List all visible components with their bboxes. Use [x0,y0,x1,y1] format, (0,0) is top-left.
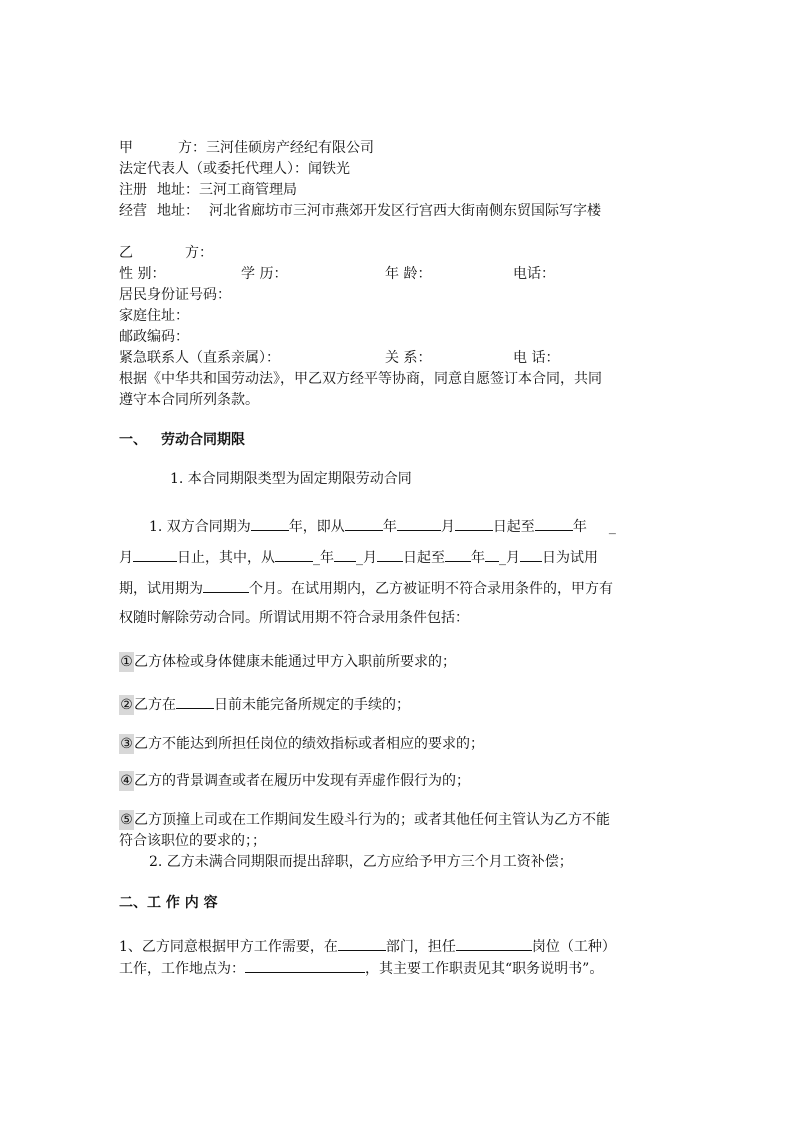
emergency-contact-label: 紧急联系人（直系亲属）： [119,350,280,366]
term-text: 日起至 [403,550,445,566]
work-text: 工作，工作地点为： [119,961,245,977]
blank-deadline-date [176,693,214,709]
term-text: _月 [356,550,377,566]
condition-2-text: 乙方在 [134,697,176,713]
blank-probation-end-day [520,546,542,562]
party-b-label-yi: 乙 [119,245,133,261]
section-1-item-1: 1. 本合同期限类型为固定期限劳动合同 [170,471,412,487]
term-text: 日起至 [492,519,535,535]
condition-4 [119,771,470,791]
blank-end-month [133,546,177,562]
gender-label: 性 别： [119,266,166,282]
legal-rep-line [119,159,350,179]
blank-years [251,515,289,531]
party-b-label-fang: 方： [185,245,213,261]
section-2-heading: 二、工 作 内 容 [119,895,218,911]
legal-rep-label: 法定代表人（或委托代理人）： [119,161,308,177]
biz-address-value: 河北省廊坊市三河市燕郊开发区行宫西大街南侧东贸国际写字楼 [209,203,601,219]
condition-1 [119,652,456,672]
term-text: 年，即从 [288,519,345,535]
blank-probation-end-year [445,546,471,562]
reg-address-label-2: 地址： [157,182,199,198]
condition-2-marker: ② [120,697,133,713]
blank-probation-start-year [275,546,313,562]
section-1-item-2: 2. 乙方未满合同期限而提出辞职，乙方应给予甲方三个月工资补偿； [149,854,573,870]
blank-probation-end-month [485,546,499,562]
condition-3-marker: ③ [120,736,133,752]
biz-address-line [119,201,601,221]
blank-start-day [455,515,493,531]
party-b-line [119,243,213,263]
emergency-contact-line [119,348,679,368]
section-1-number: 一、 [119,432,147,448]
term-text: _年 [313,550,334,566]
blank-start-month [397,515,441,531]
work-text: ，其主要工作职责见其“职务说明书”。 [365,961,604,977]
work-content-line-2 [119,957,603,977]
work-text: 1、乙方同意根据甲方工作需要，在 [119,939,338,955]
condition-4-marker: ④ [120,773,133,789]
condition-1-text: 乙方体检或身体健康未能通过甲方入职前所要求的； [134,654,456,670]
term-paragraph-line-3 [119,577,613,597]
preamble-line-1: 根据《中华共和国劳动法》，甲乙双方经平等协商，同意自愿签订本合同，共同 [119,371,602,387]
term-text: 年 [382,519,397,535]
party-b-info-line [119,264,679,284]
blank-probation-start-month [334,546,356,562]
blank-probation-months [203,577,249,593]
education-label: 学 历： [241,266,288,282]
reg-address-line [119,180,297,200]
party-a-label-jia: 甲 [119,140,133,156]
blank-position [456,935,532,951]
term-text: 月 [119,550,133,566]
condition-5-continued: 符合该职位的要求的；； [119,833,266,849]
reg-address-label-1: 注册 [119,182,147,198]
biz-address-label-2: 地址： [157,203,199,219]
term-text: 日止，其中，从 [177,550,275,566]
section-1-title: 劳动合同期限 [161,432,245,448]
work-content-line-1 [119,935,616,955]
relation-label: 关 系： [385,350,432,366]
condition-2-text: 日前未能完备所规定的手续的； [214,697,410,713]
term-text: _月 [499,550,520,566]
term-paragraph-line-4: 权随时解除劳动合同。所谓试用期不符合录用条件包括： [119,610,469,626]
blank-probation-start-day [377,546,403,562]
legal-rep-name: 闻铁光 [308,161,350,177]
contact-phone-label: 电 话： [513,350,560,366]
party-a-name: 三河佳硕房产经纪有限公司 [206,140,374,156]
biz-address-label-1: 经营 [119,203,147,219]
blank-end-year [535,515,573,531]
term-text: 年 [471,550,485,566]
condition-3-text: 乙方不能达到所担任岗位的绩效指标或者相应的要求的； [134,736,484,752]
home-address-label: 家庭住址： [119,308,189,324]
term-text: 月 [440,519,455,535]
party-a-label-fang: 方： [178,140,206,156]
age-label: 年 龄： [385,266,432,282]
section-1-heading [119,430,245,450]
condition-3 [119,734,484,754]
term-text: 期，试用期为 [119,581,203,597]
blank-department [338,935,386,951]
work-text: 部门，担任 [385,939,456,955]
term-text: _ [608,519,616,535]
term-text: 日为试用 [542,550,598,566]
phone-label: 电话： [513,266,555,282]
preamble-line-2: 遵守本合同所列条款。 [119,392,259,408]
term-paragraph-line-1 [149,515,616,535]
term-text: 1. 双方合同期为 [149,519,251,535]
work-text: 岗位（工种） [531,939,616,955]
party-a-line [119,138,374,158]
blank-start-year [345,515,383,531]
postal-code-label: 邮政编码： [119,329,189,345]
condition-5-text: 乙方顶撞上司或在工作期间发生殴斗行为的；或者其他任何主管认为乙方不能 [134,812,610,828]
condition-1-marker: ① [120,654,133,670]
condition-4-text: 乙方的背景调查或者在履历中发现有弄虚作假行为的； [134,773,470,789]
term-text: 年 [572,519,587,535]
condition-5 [119,810,610,830]
condition-2 [119,693,410,713]
id-number-label: 居民身份证号码： [119,287,231,303]
reg-address-value: 三河工商管理局 [199,182,297,198]
condition-5-marker: ⑤ [120,812,133,828]
blank-work-location [245,957,365,973]
term-paragraph-line-2 [119,546,598,566]
term-text: 个月。在试用期内，乙方被证明不符合录用条件的，甲方有 [249,581,613,597]
